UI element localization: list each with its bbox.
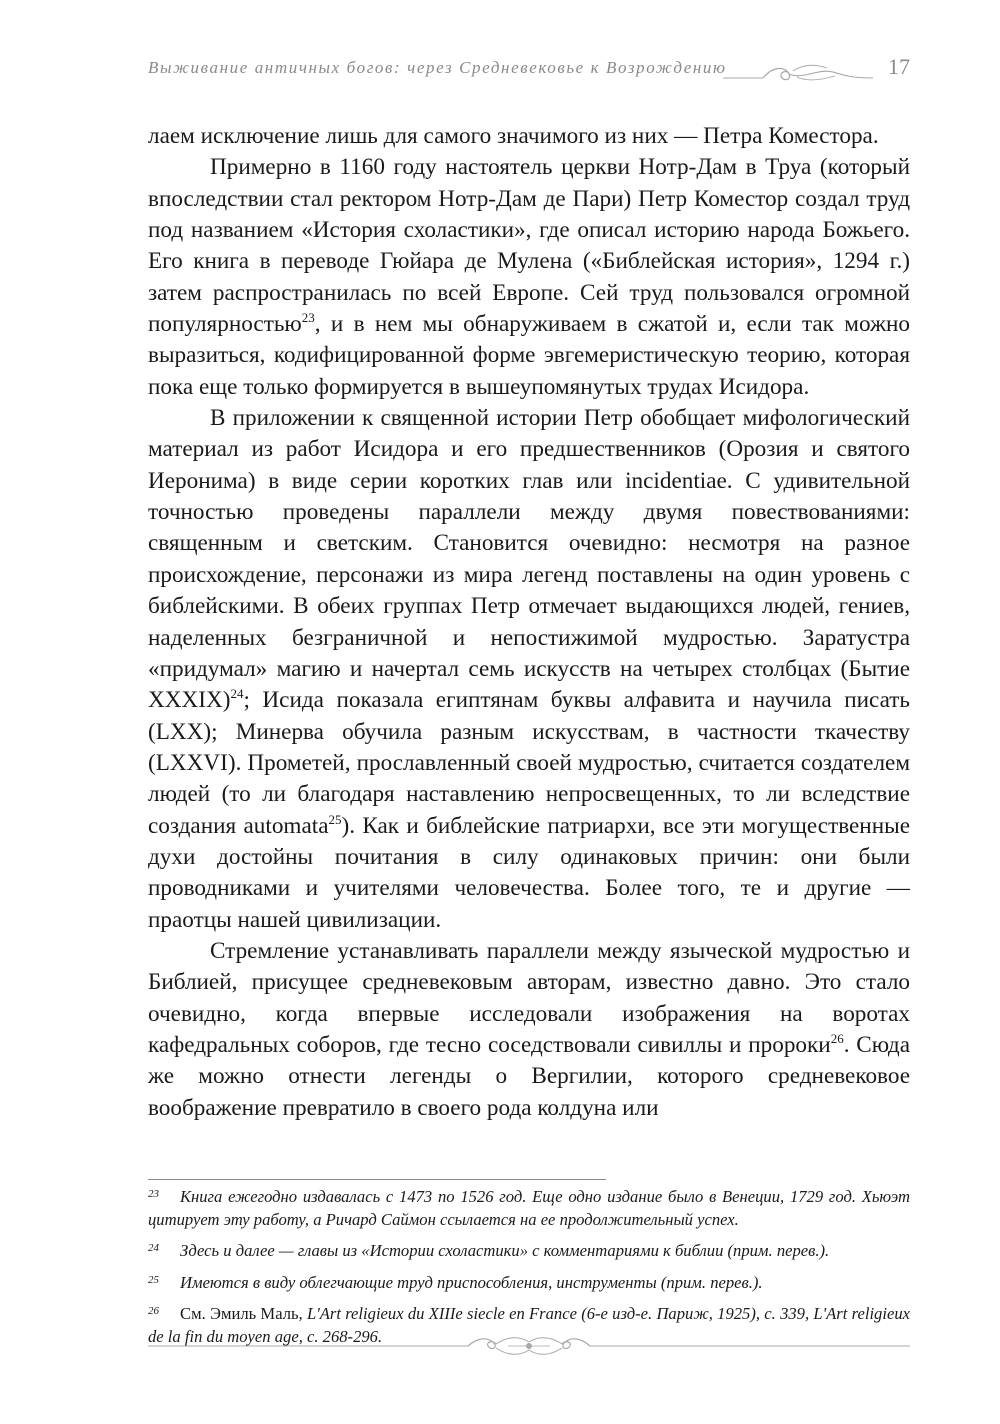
paragraph-4: Стремление устанавливать параллели между языческой мудростью и Библией, присущее средневековым авторам, известно давно. Это стало очевидно, когда впервые исследовали изображения на воротах кафедральных соборов, где тесно соседствовали сивиллы и пророки$^{26}$. Сюда же можно отнести легенды о Вергилии, которого средневековое воображение превратило в своего рода колдуна или [148, 937, 910, 1121]
footnote-ref-24[interactable]: 24 [230, 686, 244, 702]
running-header [148, 54, 910, 88]
footnote-ref-25[interactable]: 25 [328, 811, 342, 827]
footnote-ref-23[interactable]: 23 [301, 310, 315, 326]
footnote-divider [148, 1179, 606, 1180]
header-ornament-icon [723, 62, 873, 84]
footnote-26: 26 См. Эмиль Маль, L'Art religieux du XIIIe siecle en France (6-е изд-е. Париж, 1925), с. 339, L'Art religieux de la fin du moyen age, с. 268-296. [148, 1304, 910, 1346]
footnote-ref-26[interactable]: 26 [830, 1030, 844, 1046]
paragraph-3: В приложении к священной истории Петр обобщает мифологический материал из работ Исидора и его предшественников (Орозия и святого Иеронима) в виде серии коротких глав или incidentiae. С удивительной точностью проведены параллели между двумя повествованиями: священным и светским. Становится очевидно: несмотря на разное происхождение, персонажи из мира легенд поставлены на один уровень с библейскими. В обеих группах Петр отмечает выдающихся людей, гениев, наделенных безграничной и непостижимой мудростью. Заратустра «придумал» магию и начертал семь искусств на четырех столбцах (Бытие XXXIX)$^{24}$; Исида показала египтянам буквы алфавита и научила писать (LXX); Минерва обучила разным искусствам, в частности ткачеству (LXXVI). Прометей, прославленный своей мудростью, считается создателем людей (то ли благодаря наставлению непросвещенных, то ли вследствие создания automata$^{25}$). Как и библейские патриархи, все эти могущественные духи достойны почитания в силу одинаковых причин: они были проводниками и учителями человечества. Более того, те и другие — праотцы нашей цивилизации. [148, 405, 910, 933]
paragraph-1: лаем исключение лишь для самого значимого из них — Петра Коместора. [148, 123, 879, 149]
running-title: Выживание античных богов: через Средневековье к Возрождению [148, 58, 727, 77]
footer-ornament-icon [148, 1333, 910, 1359]
main-text [148, 121, 910, 1124]
paragraph-2: Примерно в 1160 году настоятель церкви Нотр-Дам в Труа (который впоследствии стал ректором Нотр-Дам де Пари) Петр Коместор создал труд под названием «История схоластики», где описал историю народа Божьего. Его книга в переводе Гюйара де Мулена («Библейская история», 1294 г.) затем распространилась по всей Европе. Сей труд пользовался огромной популярностью$^{23}$, и в нем мы обнаруживаем в сжатой и, если так можно выразиться, кодифицированной форме эвгемеристическую теорию, которая пока еще только формируется в вышеупомянутых трудах Исидора. [148, 154, 910, 400]
footnote-23: 23 Книга ежегодно издавалась с 1473 по 1526 год. Еще одно издание было в Венеции, 1729 год. Хьюэт цитирует эту работу, а Ричард Саймон ссылается на ее продолжительный успех. [148, 1187, 910, 1229]
footnote-25: 25 Имеются в виду облегчающие труд приспособления, инструменты (прим. перев.). [148, 1272, 763, 1292]
footnote-24: 24 Здесь и далее — главы из «Истории схоластики» с комментариями к библии (прим. перев.). [148, 1241, 830, 1260]
footnotes [148, 1186, 910, 1357]
page-number: 17 [888, 54, 910, 79]
